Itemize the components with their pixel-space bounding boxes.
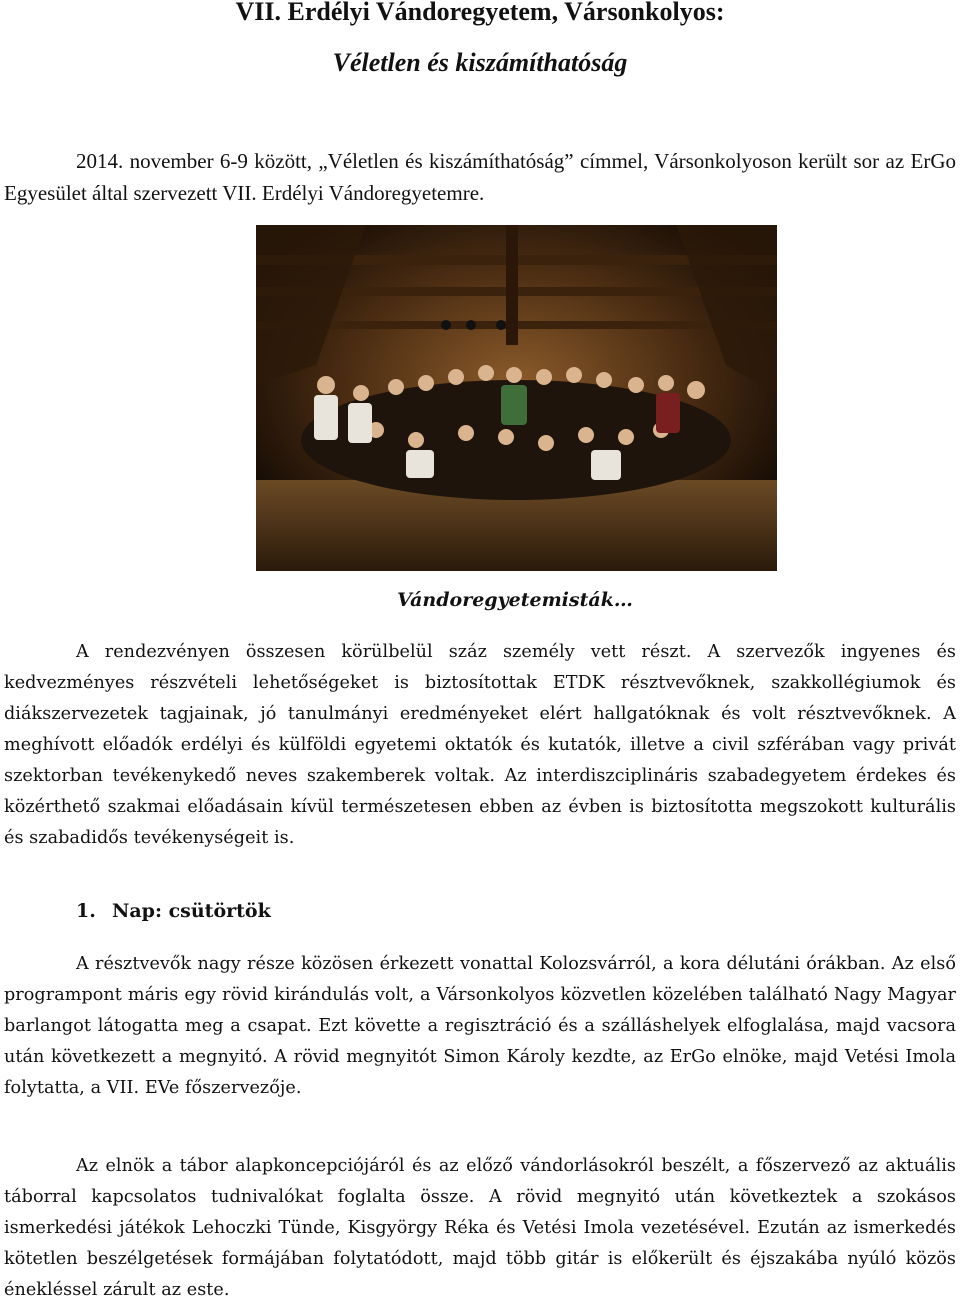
- intro-paragraph: 2014. november 6-9 között, „Véletlen és kiszámíthatóság” címmel, Vársonkolyoson került sor az ErGo Egyesület által szervezett VII. Erdélyi Vándoregyetemre.: [4, 149, 956, 205]
- paragraph-day1-opening: Az elnök a tábor alapkoncepciójáról és az előző vándorlásokról beszélt, a főszervező az aktuális táborral kapcsolatos tudnivalókat foglalta össze. A rövid megnyitó után következtek a szokásos ismerkedési játékok Lehoczki Tünde, Kisgyörgy Réka és Vetési Imola vezetésével. Ezután az ismerkedés kötetlen beszélgetések formájában folytatódott, majd több gitár is előkerült és éjszakába nyúló közös énekléssel zárult az este.: [4, 1156, 956, 1300]
- group-photo: [256, 225, 777, 571]
- group-photo-image: [256, 225, 777, 571]
- section-number: 1.: [76, 900, 96, 922]
- photo-caption: Vándoregyetemisták…: [397, 589, 633, 611]
- paragraph-day1-arrival: A résztvevők nagy része közösen érkezett vonattal Kolozsvárról, a kora délutáni órákban. Az első programpont máris egy rövid kirándulás volt, a Vársonkolyos közvetlen közelében található Nagy Magyar barlangot látogatta meg a csapat. Ezt követte a regisztráció és a szálláshelyek elfoglalása, majd vacsora után következett a megnyitó. A rövid megnyitót Simon Károly kezdte, az ErGo elnöke, majd Vetési Imola folytatta, a VII. EVe főszervezője.: [4, 954, 956, 1098]
- section-heading-text: Nap: csütörtök: [112, 900, 271, 922]
- document-subtitle: Véletlen és kiszámíthatóság: [332, 48, 628, 77]
- paragraph-participants: A rendezvényen összesen körülbelül száz személy vett részt. A szervezők ingyenes és kedvezményes részvételi lehetőségeket is biztosítottak ETDK résztvevőknek, szakkollégiumok és diákszervezetek tagjainak, jó tanulmányi eredményeket elért hallgatóknak és volt résztvevőknek. A meghívott előadók erdélyi és külföldi egyetemi oktatók és kutatók, illetve a civil szférában vagy privát szektorban tevékenykedő neves szakemberek voltak. Az interdiszciplináris szabadegyetem érdekes és közérthető szakmai előadásain kívül természetesen ebben az évben is biztosította megszokott kulturális és szabadidős tevékenységeit is.: [4, 642, 956, 848]
- document-title: VII. Erdélyi Vándoregyetem, Vársonkolyos:: [235, 0, 725, 26]
- section-heading-day1: [76, 900, 271, 922]
